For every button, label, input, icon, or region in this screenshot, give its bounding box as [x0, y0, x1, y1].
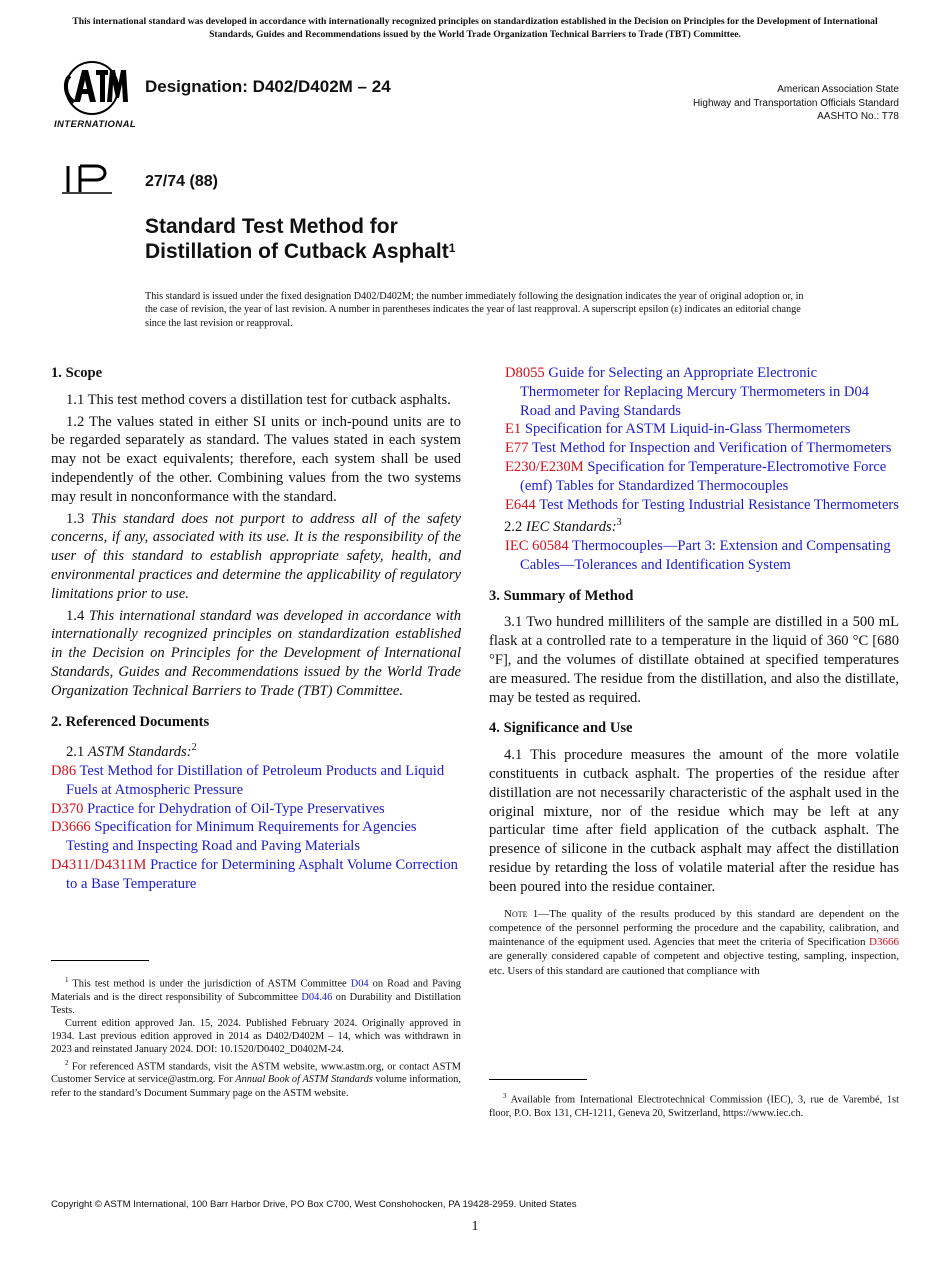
- subcommittee-link[interactable]: D04.46: [301, 991, 333, 1003]
- footnote-marker: 2: [65, 1058, 69, 1067]
- reference-code[interactable]: E644: [505, 496, 536, 513]
- para-text: ASTM Standards:: [87, 744, 192, 761]
- reference-title[interactable]: Specification for Minimum Requirements for Agencies Testing and Inspecting Road and Paving Materials: [66, 819, 417, 855]
- reference-item[interactable]: [51, 818, 461, 856]
- footnote-text: For referenced ASTM standards, visit the ASTM website, www.astm.org, or contact ASTM Customer Service at service@astm.org. For: [51, 1061, 461, 1086]
- footnote: [51, 1057, 461, 1100]
- note-text: are generally considered capable of competent and objective testing, sampling, inspection, etc. Users of this standard are cautioned that compliance with: [489, 950, 899, 977]
- reference-title[interactable]: Test Methods for Testing Industrial Resistance Thermometers: [539, 496, 899, 513]
- footnote-text: Available from International Electrotechnical Commission (IEC), 3, rue de Varembé, 1st floor, P.O. Box 131, CH-1211, Geneva 20, Switzerland, https://www.iec.ch.: [489, 1094, 899, 1119]
- note-text: —The quality of the results produced by this standard are dependent on the competence of the personnel performing the procedure and the capability, calibration, and maintenance of the equipment used. Agencies that meet the criteria of Specification: [489, 907, 899, 949]
- reference-item[interactable]: [489, 439, 899, 458]
- reference-item[interactable]: [51, 762, 461, 800]
- section-heading: 2. Referenced Documents: [51, 713, 210, 730]
- reference-item[interactable]: [489, 537, 899, 575]
- tbt-notice: This international standard was developed in accordance with internationally recognized principles on standardization established in the Decision on Principles for the Development of International Standards, Guides and Recommendations issued by the World Trade Organization Technical Barriers to Trade (TBT) Committee.: [72, 16, 878, 40]
- footnote-marker: 1: [65, 976, 69, 984]
- aashto-block: [693, 83, 899, 124]
- para-number: 1.3: [66, 510, 85, 527]
- reference-title[interactable]: Test Method for Distillation of Petroleum Products and Liquid Fuels at Atmospheric Pressure: [66, 763, 445, 798]
- footnote-divider: [51, 960, 149, 961]
- note-1: [489, 907, 899, 978]
- reference-title[interactable]: Practice for Dehydration of Oil-Type Preservatives: [87, 800, 385, 817]
- footnote: [489, 1090, 899, 1120]
- reference-item[interactable]: [489, 496, 899, 515]
- reference-item[interactable]: [489, 458, 899, 496]
- paragraph: [51, 607, 461, 701]
- reference-title[interactable]: Test Method for Inspection and Verification of Thermometers: [531, 440, 892, 457]
- paragraph: 3.1 Two hundred milliliters of the sample are distilled in a 500 mL flask at a controlled rate to a temperature in the liquid of 360 °C [680 °F], and the volumes of distillate obtained at specified temperatures are measured. The residue from the distillation, and also the distillate, may be tested as required.: [489, 614, 899, 706]
- reference-item[interactable]: [51, 800, 461, 819]
- ip-number: 27/74 (88): [145, 173, 218, 190]
- spec-link[interactable]: D3666: [869, 936, 899, 949]
- section-heading: 4. Significance and Use: [489, 720, 633, 737]
- footnote-ref: 2: [191, 742, 197, 754]
- paragraph: 1.1 This test method covers a distillation test for cutback asphalts.: [66, 391, 451, 408]
- aashto-line: Highway and Transportation Officials Standard: [692, 97, 899, 109]
- footnote-divider: [489, 1079, 587, 1080]
- ip-logo-icon: [62, 162, 114, 198]
- para-number: 1.4: [66, 607, 85, 624]
- section-heading: 1. Scope: [51, 365, 103, 381]
- paragraph: [489, 514, 899, 537]
- footnote-text: volume information, refer to the standard’s Document Summary page on the ASTM website.: [51, 1074, 461, 1099]
- reference-code[interactable]: E77: [505, 440, 529, 457]
- footnote-text: This test method is under the jurisdiction of ASTM Committee: [72, 978, 351, 990]
- para-text: This international standard was developed in accordance with internationally recognized principles on standardization established in the Decision on Principles for the Development of International Standards, Guides and Recommendations issued by the World Trade Organization Technical Barriers to Trade (TBT) Committee.: [51, 607, 462, 699]
- reference-title[interactable]: Guide for Selecting an Appropriate Electronic Thermometer for Replacing Mercury Thermometers in D04 Road and Paving Standards: [520, 365, 870, 419]
- reference-title[interactable]: Specification for Temperature-Electromotive Force (emf) Tables for Standardized Thermocouples: [520, 458, 887, 494]
- copyright: Copyright © ASTM International, 100 Barr Harbor Drive, PO Box C700, West Conshohocken, PA 19428-2959. United States: [51, 1199, 577, 1210]
- reference-item[interactable]: [51, 856, 461, 894]
- reference-code[interactable]: D3666: [51, 819, 91, 836]
- designation-note: This standard is issued under the fixed designation D402/D402M; the number immediately following the designation indicates the year of original adoption or, in the case of revision, the year of last revision. A number in parentheses indicates the year of last reapproval. A superscript epsilon (ε) indicates an editorial change since the last revision or reapproval.: [145, 291, 804, 329]
- footnote-ref: 3: [616, 517, 622, 529]
- footnotes-right: [489, 1090, 899, 1120]
- footnote-text: on Durability and Distillation Tests.: [51, 991, 461, 1016]
- title-line: Standard Test Method for: [145, 215, 398, 238]
- reference-code[interactable]: D370: [51, 800, 84, 817]
- reference-item[interactable]: [489, 364, 899, 420]
- right-column: [489, 364, 899, 978]
- para-text: This standard does not purport to address all of the safety concerns, if any, associated with its use. It is the responsibility of the user of this standard to establish appropriate safety, health, and environmental practices and determine the applicability of regulatory limitations prior to use.: [51, 510, 461, 602]
- paragraph: [51, 510, 461, 604]
- paragraph: [51, 739, 461, 762]
- reference-title[interactable]: Specification for ASTM Liquid-in-Glass Thermometers: [524, 421, 851, 438]
- reference-code[interactable]: E1: [505, 421, 522, 438]
- committee-link[interactable]: D04: [350, 978, 369, 990]
- reference-title[interactable]: Thermocouples—Part 3: Extension and Compensating Cables—Tolerances and Identification System: [520, 538, 891, 573]
- designation: Designation: D402/D402M – 24: [145, 77, 391, 96]
- page-number: 1: [471, 1219, 479, 1234]
- section-heading: 3. Summary of Method: [489, 587, 634, 604]
- aashto-number: AASHTO No.: T78: [817, 111, 899, 122]
- reference-code[interactable]: E230/E230M: [505, 458, 584, 475]
- page-title: [145, 214, 455, 264]
- reference-title[interactable]: Practice for Determining Asphalt Volume Correction to a Base Temperature: [66, 856, 458, 892]
- footnotes-left: [51, 974, 461, 1100]
- paragraph: 4.1 This procedure measures the amount of the more volatile constituents in cutback asphalt. The properties of the residue after distillation are not necessarily characteristic of the asphalt used in the original mixture, nor of the residue which may be left at any particular time after field application of the cutback asphalt. The presence of silicone in the cutback asphalt may affect the distillation residue by retarding the loss of volatile material after the residue has been poured into the residue container.: [489, 747, 899, 895]
- reference-code[interactable]: D4311/D4311M: [51, 856, 147, 873]
- left-column: [51, 364, 461, 894]
- footnote-marker: 3: [503, 1092, 507, 1100]
- title-line: Distillation of Cutback Asphalt: [145, 240, 449, 263]
- footnote-text: Annual Book of ASTM Standards: [235, 1074, 373, 1086]
- reference-code[interactable]: IEC 60584: [505, 538, 569, 555]
- footnote: Current edition approved Jan. 15, 2024. Published February 2024. Originally approved in 1934. Last previous edition approved in 2014 as D402/D402M – 14, which was withdrawn in 2023 and reinstated January 2024. DOI: 10.1520/D0402_D0402M-24.: [51, 1018, 461, 1056]
- para-number: 2.2: [504, 519, 523, 536]
- footnote-ref: 1: [448, 241, 456, 255]
- reference-code[interactable]: D86: [51, 763, 77, 779]
- para-text: IEC Standards:: [525, 519, 617, 536]
- note-label: Note 1: [504, 907, 539, 920]
- footnote: [51, 974, 461, 1017]
- logo-wordmark: INTERNATIONAL: [54, 119, 137, 130]
- reference-code[interactable]: D8055: [505, 365, 545, 381]
- paragraph: 1.2 The values stated in either SI units or inch-pound units are to be regarded separately as standard. The values stated in each system may not be exact equivalents; therefore, each system shall be used independently of the other. Combining values from the two systems may result in nonconformance with the standard.: [51, 413, 461, 505]
- footnote-text: on Road and Paving Materials and is the direct responsibility of Subcommittee: [51, 978, 461, 1003]
- para-number: 2.1: [66, 744, 85, 761]
- aashto-line: American Association State: [777, 84, 899, 95]
- reference-item[interactable]: [489, 420, 899, 439]
